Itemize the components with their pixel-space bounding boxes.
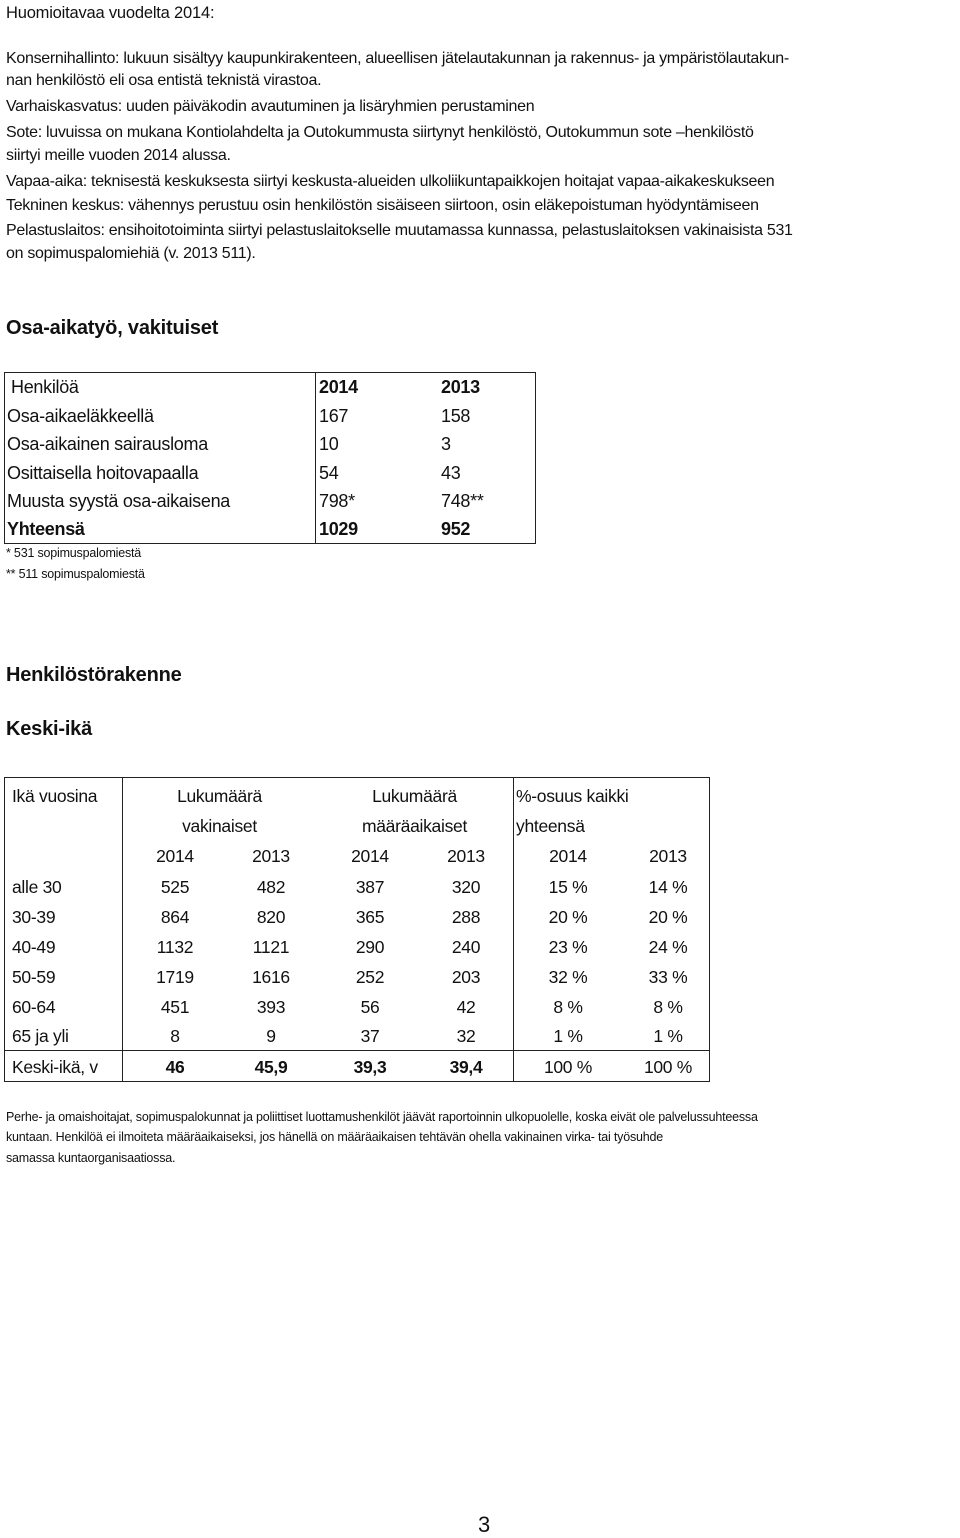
note-line: Konsernihallinto: lukuun sisältyy kaupunkirakenteen, alueellisen jätelautakunnan ja rakennus- ja ympäristölautakun- bbox=[6, 50, 789, 67]
value-cell: 320 bbox=[451, 877, 481, 897]
value-cell: 387 bbox=[355, 877, 385, 897]
value-cell: 54 bbox=[319, 463, 339, 483]
value-cell: 32 % bbox=[548, 967, 588, 987]
value-cell: 8 % bbox=[653, 997, 683, 1017]
group-header: Lukumäärä bbox=[177, 786, 262, 806]
value-cell: 252 bbox=[355, 967, 385, 987]
value-cell: 15 % bbox=[548, 877, 588, 897]
value-cell: 37 bbox=[360, 1026, 380, 1046]
value-cell: 14 % bbox=[648, 877, 688, 897]
group-header: määräaikaiset bbox=[361, 816, 468, 836]
value-cell: 798* bbox=[319, 491, 355, 511]
column-divider bbox=[315, 373, 316, 543]
note-line: Varhaiskasvatus: uuden päiväkodin avautuminen ja lisäryhmien perustaminen bbox=[6, 98, 535, 115]
value-cell: 20 % bbox=[648, 907, 688, 927]
value-cell: 365 bbox=[355, 907, 385, 927]
value-cell: 1719 bbox=[156, 967, 194, 987]
value-cell: 8 % bbox=[553, 997, 583, 1017]
year-header: 2014 bbox=[351, 846, 389, 866]
year-header: 2014 bbox=[549, 846, 587, 866]
average-age-value: 45,9 bbox=[254, 1057, 288, 1077]
value-cell: 1616 bbox=[252, 967, 290, 987]
age-group: 50-59 bbox=[12, 967, 56, 987]
age-group: 30-39 bbox=[12, 907, 56, 927]
value-cell: 240 bbox=[451, 937, 481, 957]
value-cell: 290 bbox=[355, 937, 385, 957]
value-cell: 56 bbox=[360, 997, 380, 1017]
value-cell: 10 bbox=[319, 434, 339, 454]
age-structure-table bbox=[4, 777, 710, 1082]
value-cell: 23 % bbox=[548, 937, 588, 957]
column-header: Ikä vuosina bbox=[12, 786, 98, 806]
row-divider bbox=[5, 1050, 709, 1051]
value-cell: 820 bbox=[256, 907, 286, 927]
value-cell: 1 % bbox=[553, 1026, 583, 1046]
row-label: Muusta syystä osa-aikaisena bbox=[7, 491, 231, 511]
value-cell: 3 bbox=[441, 434, 451, 454]
value-cell: 1121 bbox=[252, 937, 290, 957]
bottom-note: samassa kuntaorganisaatiossa. bbox=[6, 1151, 176, 1165]
bottom-note: Perhe- ja omaishoitajat, sopimuspalokunnat ja poliittiset luottamushenkilöt jäävät raportoinnin ulkopuolelle, koska eivät ole palvelussuhteessa bbox=[6, 1110, 758, 1124]
total-value: 952 bbox=[441, 519, 471, 539]
value-cell: 158 bbox=[441, 406, 471, 426]
total-label: Yhteensä bbox=[7, 519, 85, 539]
age-group: 60-64 bbox=[12, 997, 56, 1017]
row-label: Osa-aikaeläkkeellä bbox=[7, 406, 154, 426]
footnote: * 531 sopimuspalomiestä bbox=[6, 546, 142, 560]
value-cell: 167 bbox=[319, 406, 349, 426]
value-cell: 482 bbox=[256, 877, 286, 897]
share-total: 100 % bbox=[543, 1057, 593, 1077]
row-label: Osa-aikainen sairausloma bbox=[7, 434, 208, 454]
average-age-value: 39,4 bbox=[449, 1057, 483, 1077]
header-cell: Henkilöä bbox=[11, 377, 79, 397]
header-cell: 2014 bbox=[319, 377, 358, 397]
value-cell: 33 % bbox=[648, 967, 688, 987]
age-group: alle 30 bbox=[12, 877, 62, 897]
section-title-part-time: Osa-aikatyö, vakituiset bbox=[6, 317, 219, 339]
group-header: %-osuus kaikki bbox=[516, 786, 629, 806]
value-cell: 525 bbox=[160, 877, 190, 897]
part-time-table bbox=[4, 372, 536, 544]
value-cell: 20 % bbox=[548, 907, 588, 927]
year-header: 2013 bbox=[447, 846, 485, 866]
page-number: 3 bbox=[478, 1512, 491, 1537]
note-line: Sote: luvuissa on mukana Kontiolahdelta ja Outokummusta siirtynyt henkilöstö, Outokummun sote –henkilöstö bbox=[6, 124, 754, 141]
value-cell: 8 bbox=[170, 1026, 180, 1046]
bottom-note: kuntaan. Henkilöä ei ilmoiteta määräaikaiseksi, jos hänellä on määräaikaisen tehtävän ohella vakinainen virka- tai työsuhde bbox=[6, 1130, 664, 1144]
value-cell: 203 bbox=[451, 967, 481, 987]
year-header: 2014 bbox=[156, 846, 194, 866]
group-header: Lukumäärä bbox=[372, 786, 457, 806]
note-line: nan henkilöstö eli osa entistä teknistä virastoa. bbox=[6, 72, 322, 89]
share-total: 100 % bbox=[643, 1057, 693, 1077]
value-cell: 748** bbox=[441, 491, 484, 511]
note-line: siirtyi meille vuoden 2014 alussa. bbox=[6, 147, 231, 164]
value-cell: 42 bbox=[456, 997, 476, 1017]
group-header: vakinaiset bbox=[182, 816, 257, 836]
value-cell: 43 bbox=[441, 463, 461, 483]
row-label: Osittaisella hoitovapaalla bbox=[7, 463, 199, 483]
value-cell: 864 bbox=[160, 907, 190, 927]
section-title-average-age: Keski-ikä bbox=[6, 718, 93, 740]
value-cell: 32 bbox=[456, 1026, 476, 1046]
note-line: Vapaa-aika: teknisestä keskuksesta siirtyi keskusta-alueiden ulkoliikuntapaikkojen hoitajat vapaa-aikakeskukseen bbox=[6, 173, 775, 190]
page-heading: Huomioitavaa vuodelta 2014: bbox=[6, 4, 215, 22]
age-group: 65 ja yli bbox=[12, 1026, 69, 1046]
section-title-structure: Henkilöstörakenne bbox=[6, 664, 182, 686]
value-cell: 288 bbox=[451, 907, 481, 927]
footnote: ** 511 sopimuspalomiestä bbox=[6, 567, 145, 581]
total-value: 1029 bbox=[319, 519, 358, 539]
header-cell: 2013 bbox=[441, 377, 480, 397]
year-header: 2013 bbox=[252, 846, 290, 866]
age-group: 40-49 bbox=[12, 937, 56, 957]
note-line: Pelastuslaitos: ensihoitotoiminta siirtyi pelastuslaitokselle muutamassa kunnassa, pelastuslaitoksen vakinaisista 531 bbox=[6, 222, 793, 239]
value-cell: 1 % bbox=[653, 1026, 683, 1046]
value-cell: 393 bbox=[256, 997, 286, 1017]
note-line: Tekninen keskus: vähennys perustuu osin henkilöstön sisäiseen siirtoon, osin eläkepoistuman hyödyntämiseen bbox=[6, 197, 759, 214]
column-divider bbox=[513, 778, 514, 1081]
group-header: yhteensä bbox=[516, 816, 585, 836]
average-age-value: 46 bbox=[165, 1057, 185, 1077]
average-age-value: 39,3 bbox=[353, 1057, 387, 1077]
value-cell: 1132 bbox=[156, 937, 194, 957]
value-cell: 9 bbox=[266, 1026, 276, 1046]
value-cell: 24 % bbox=[648, 937, 688, 957]
year-header: 2013 bbox=[649, 846, 687, 866]
average-age-label: Keski-ikä, v bbox=[12, 1057, 98, 1077]
note-line: on sopimuspalomiehiä (v. 2013 511). bbox=[6, 245, 256, 262]
value-cell: 451 bbox=[160, 997, 190, 1017]
